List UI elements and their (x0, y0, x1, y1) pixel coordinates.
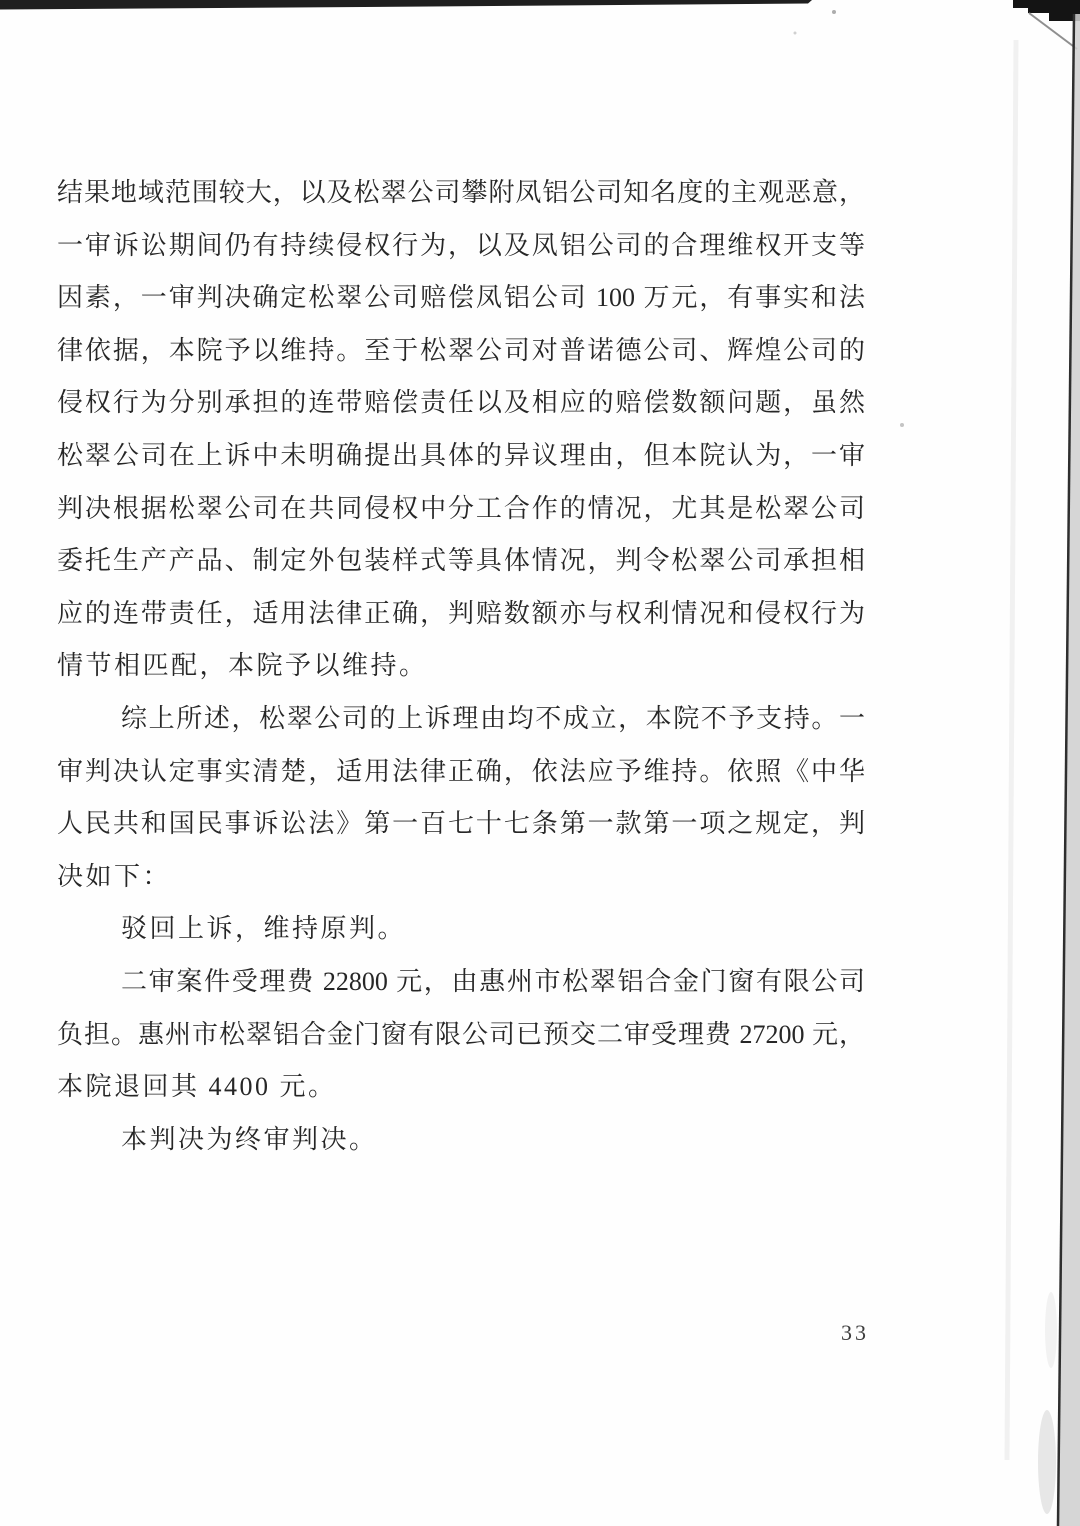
text-line: 一审诉讼期间仍有持续侵权行为，以及凤铝公司的合理维权开支等 (57, 230, 865, 260)
page-number: 33 (841, 1320, 869, 1345)
scan-fold-crease (1029, 13, 1077, 49)
text-line: 驳回上诉，维持原判。 (121, 914, 407, 944)
scan-speck (832, 10, 836, 14)
scan-smudge (1038, 1410, 1056, 1514)
text-line: 判决根据松翠公司在共同侵权中分工合作的情况，尤其是松翠公司 (57, 493, 865, 523)
text-line: 二审案件受理费 22800 元，由惠州市松翠铝合金门窗有限公司 (121, 966, 865, 996)
text-line: 本判决为终审判决。 (121, 1124, 378, 1154)
text-line: 负担。惠州市松翠铝合金门窗有限公司已预交二审受理费 27200 元， (57, 1019, 865, 1049)
scan-speck (900, 423, 904, 427)
scan-edge-line (1058, 14, 1074, 1526)
text-line: 委托生产产品、制定外包装样式等具体情况，判令松翠公司承担相 (57, 546, 865, 576)
text-line: 律依据，本院予以维持。至于松翠公司对普诺德公司、辉煌公司的 (57, 335, 865, 365)
scan-edge-shading (1058, 14, 1080, 1526)
scan-top-band (0, 0, 812, 10)
text-line: 因素，一审判决确定松翠公司赔偿凤铝公司 100 万元，有事实和法 (57, 283, 865, 313)
text-line: 本院退回其 4400 元。 (57, 1072, 337, 1102)
text-line: 松翠公司在上诉中未明确提出具体的异议理由，但本院认为，一审 (57, 440, 865, 470)
text-line: 人民共和国民事诉讼法》第一百七十七条第一款第一项之规定，判 (57, 809, 865, 839)
scan-corner-blob (1013, 0, 1080, 21)
scan-speck (794, 32, 797, 35)
text-line: 情节相匹配，本院予以维持。 (57, 651, 428, 681)
scan-faint-streak (1007, 40, 1016, 1460)
scan-smudge (1045, 1292, 1057, 1368)
judgment-body-text (57, 167, 865, 1166)
text-line: 决如下： (57, 861, 172, 891)
text-line: 结果地域范围较大，以及松翠公司攀附凤铝公司知名度的主观恶意， (57, 178, 865, 207)
text-line: 审判决认定事实清楚，适用法律正确，依法应予维持。依照《中华 (57, 756, 865, 786)
text-line: 侵权行为分别承担的连带赔偿责任以及相应的赔偿数额问题，虽然 (57, 388, 865, 418)
text-line: 应的连带责任，适用法律正确，判赔数额亦与权利情况和侵权行为 (57, 598, 865, 628)
text-line: 综上所述，松翠公司的上诉理由均不成立，本院不予支持。一 (121, 703, 865, 733)
